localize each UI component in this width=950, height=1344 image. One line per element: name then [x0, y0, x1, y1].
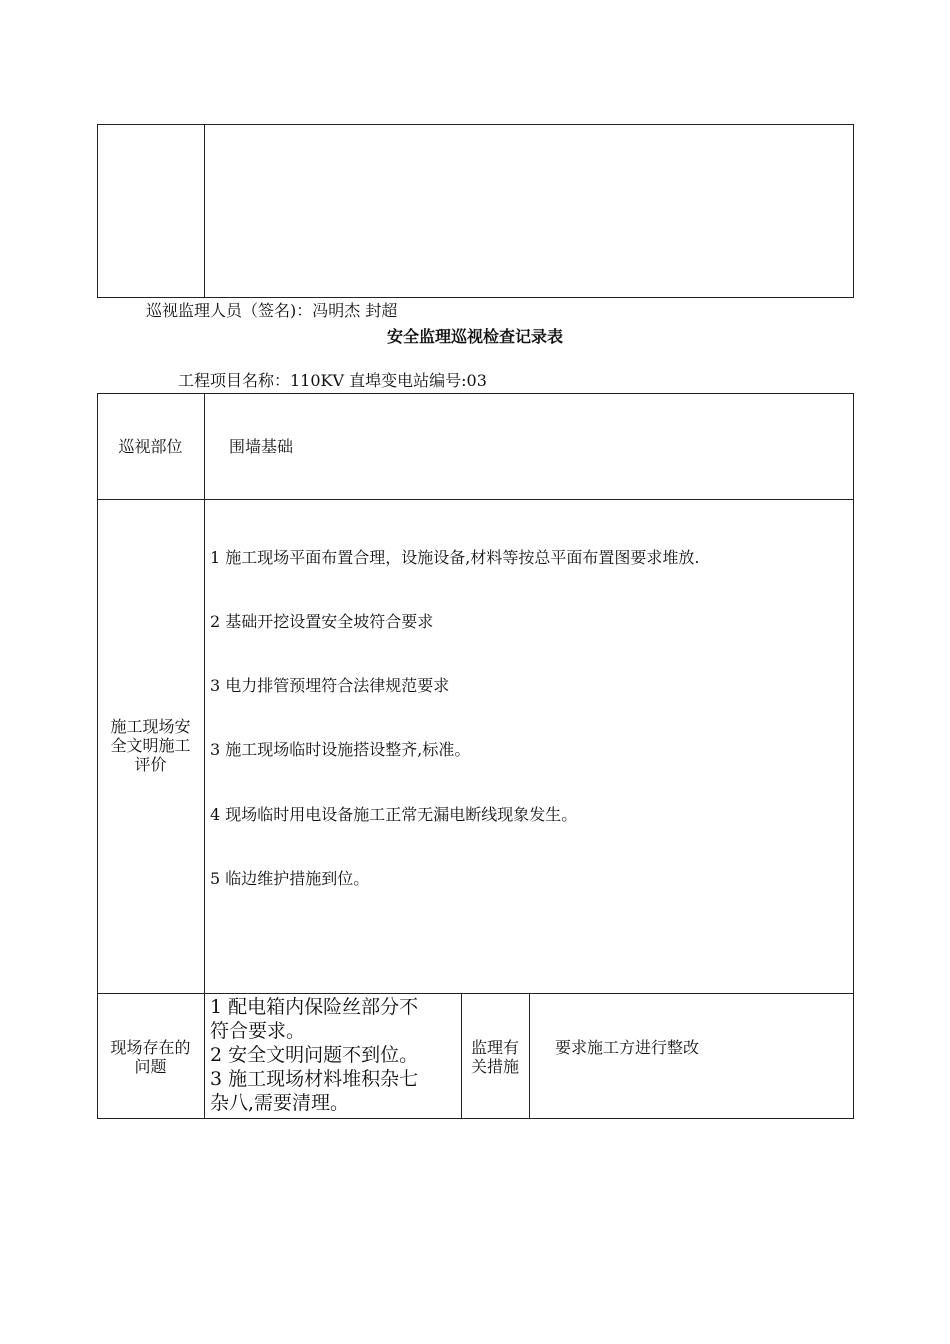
issue-line: 3 施工现场材料堆积杂七 — [210, 1068, 419, 1090]
evaluation-item: 3 电力排管预埋符合法律规范要求 — [210, 676, 450, 695]
evaluation-label-line: 施工现场安 — [110, 717, 191, 736]
issues-label-line: 问题 — [134, 1057, 167, 1076]
evaluation-label-line: 评价 — [134, 755, 167, 774]
project-line: 工程项目名称：110KV 直埠变电站编号:03 — [178, 371, 487, 390]
inspector-signature: 巡视监理人员（签名)：冯明杰 封超 — [146, 301, 398, 320]
issues-list — [210, 995, 418, 1115]
measure-label — [461, 1038, 529, 1076]
issue-line: 杂八,需要清理。 — [210, 1092, 350, 1114]
prev-table-divider — [204, 124, 205, 298]
row-divider-2 — [97, 993, 854, 994]
location-label: 巡视部位 — [118, 437, 183, 456]
issue-line: 1 配电箱内保险丝部分不 — [210, 996, 419, 1018]
issues-divider-b — [529, 993, 530, 1119]
prev-table — [97, 124, 854, 298]
evaluation-label-line: 全文明施工 — [110, 736, 191, 755]
evaluation-item: 5 临边维护措施到位。 — [210, 869, 370, 888]
evaluation-item: 3 施工现场临时设施搭设整齐,标准。 — [210, 740, 471, 759]
issue-line: 符合要求。 — [210, 1020, 306, 1042]
location-value: 围墙基础 — [229, 437, 294, 456]
evaluation-item: 4 现场临时用电设备施工正常无漏电断线现象发生。 — [210, 805, 578, 824]
table-col-divider — [204, 393, 205, 1119]
measure-label-line: 关措施 — [470, 1057, 519, 1076]
evaluation-label — [97, 717, 204, 774]
row-divider-1 — [97, 499, 854, 500]
form-title: 安全监理巡视检查记录表 — [386, 327, 563, 346]
issue-line: 2 安全文明问题不到位。 — [210, 1044, 419, 1066]
issues-label-line: 现场存在的 — [110, 1038, 191, 1057]
measure-label-line: 监理有 — [470, 1038, 519, 1057]
issues-label — [97, 1038, 204, 1076]
evaluation-item: 1 施工现场平面布置合理，设施设备,材料等按总平面布置图要求堆放. — [210, 548, 700, 567]
measure-value: 要求施工方进行整改 — [555, 1038, 700, 1057]
evaluation-item: 2 基础开挖设置安全坡符合要求 — [210, 612, 434, 631]
